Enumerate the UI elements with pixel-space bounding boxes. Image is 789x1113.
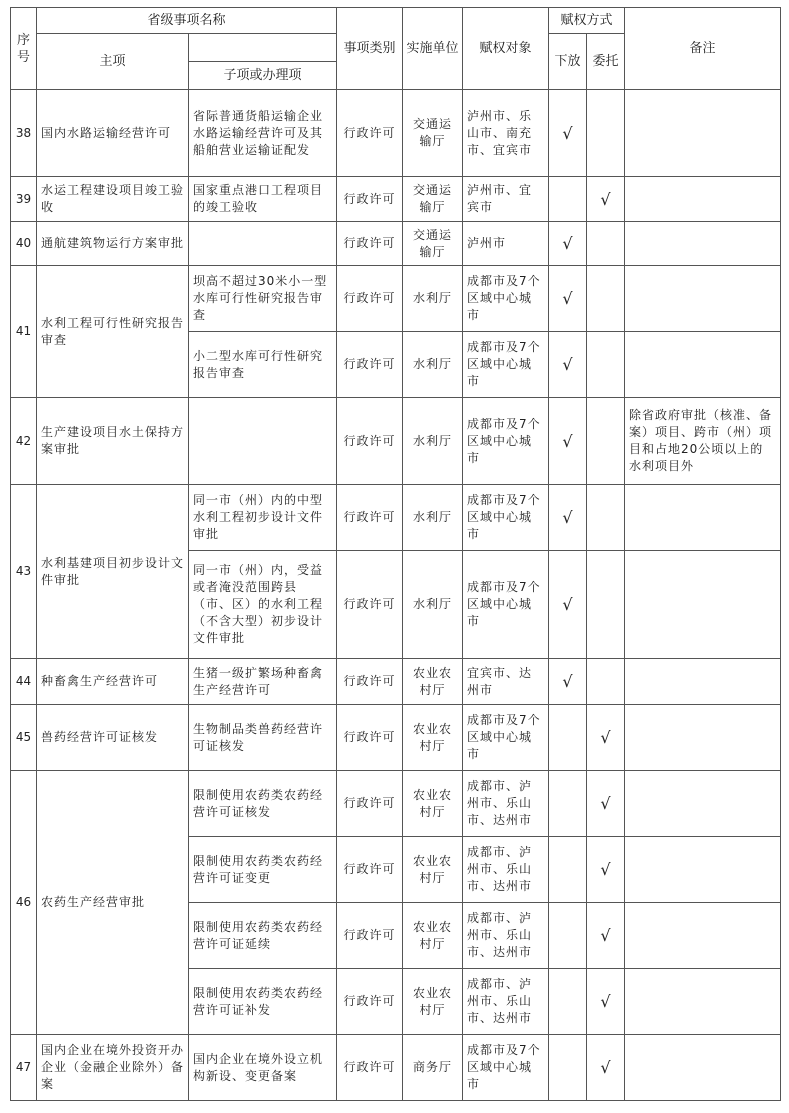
sub-item-cell <box>189 222 337 266</box>
target-cell: 成都市、泸州市、乐山市、达州市 <box>463 969 549 1035</box>
main-item-cell: 农药生产经营审批 <box>37 771 189 1035</box>
header-target: 赋权对象 <box>463 8 549 90</box>
header-sub-item: 子项或办理项 <box>189 62 337 90</box>
main-item-cell: 国内水路运输经营许可 <box>37 90 189 177</box>
entrust-check <box>587 659 625 705</box>
target-cell: 泸州市 <box>463 222 549 266</box>
category-cell: 行政许可 <box>337 90 403 177</box>
remark-cell <box>625 837 781 903</box>
unit-cell: 水利厅 <box>403 266 463 332</box>
main-item-cell: 兽药经营许可证核发 <box>37 705 189 771</box>
table-row <box>11 705 781 771</box>
unit-cell: 农业农村厅 <box>403 659 463 705</box>
remark-cell <box>625 771 781 837</box>
sub-item-cell: 省际普通货船运输企业水路运输经营许可及其船舶营业运输证配发 <box>189 90 337 177</box>
category-cell: 行政许可 <box>337 771 403 837</box>
category-cell: 行政许可 <box>337 705 403 771</box>
sub-item-cell: 限制使用农药类农药经营许可证核发 <box>189 771 337 837</box>
category-cell: 行政许可 <box>337 903 403 969</box>
delegate-down-check <box>549 177 587 222</box>
entrust-check: √ <box>587 177 625 222</box>
header-main-item: 主项 <box>37 34 189 90</box>
delegate-down-check <box>549 969 587 1035</box>
sub-item-cell: 同一市（州）内，受益或者淹没范围跨县（市、区）的水利工程（不含大型）初步设计文件审批 <box>189 551 337 659</box>
header-seq: 序号 <box>11 8 37 90</box>
header-remark: 备注 <box>625 8 781 90</box>
target-cell: 成都市、泸州市、乐山市、达州市 <box>463 903 549 969</box>
unit-cell: 水利厅 <box>403 332 463 398</box>
entrust-check <box>587 398 625 485</box>
table-row <box>11 222 781 266</box>
entrust-check <box>587 222 625 266</box>
table-row <box>11 177 781 222</box>
delegate-down-check: √ <box>549 551 587 659</box>
main-item-cell: 生产建设项目水土保持方案审批 <box>37 398 189 485</box>
table-row <box>11 485 781 551</box>
sub-item-cell: 限制使用农药类农药经营许可证变更 <box>189 837 337 903</box>
main-item-cell: 种畜禽生产经营许可 <box>37 659 189 705</box>
target-cell: 成都市及7个区域中心城市 <box>463 332 549 398</box>
sub-item-cell: 国内企业在境外设立机构新设、变更备案 <box>189 1035 337 1101</box>
main-item-cell: 水利工程可行性研究报告审查 <box>37 266 189 398</box>
target-cell: 成都市及7个区域中心城市 <box>463 485 549 551</box>
remark-cell <box>625 266 781 332</box>
row-number: 46 <box>11 771 37 1035</box>
remark-cell <box>625 1035 781 1101</box>
entrust-check: √ <box>587 771 625 837</box>
unit-cell: 农业农村厅 <box>403 837 463 903</box>
entrust-check <box>587 485 625 551</box>
sub-item-cell: 限制使用农药类农药经营许可证延续 <box>189 903 337 969</box>
main-item-cell: 通航建筑物运行方案审批 <box>37 222 189 266</box>
unit-cell: 交通运输厅 <box>403 177 463 222</box>
category-cell: 行政许可 <box>337 837 403 903</box>
remark-cell: 除省政府审批（核准、备案）项目、跨市（州）项目和占地20公顷以上的水利项目外 <box>625 398 781 485</box>
delegate-down-check <box>549 903 587 969</box>
table-row <box>11 90 781 177</box>
header-item-name: 省级事项名称 <box>37 8 337 34</box>
row-number: 40 <box>11 222 37 266</box>
entrust-check: √ <box>587 903 625 969</box>
sub-item-cell: 坝高不超过30米小一型水库可行性研究报告审查 <box>189 266 337 332</box>
category-cell: 行政许可 <box>337 551 403 659</box>
remark-cell <box>625 551 781 659</box>
unit-cell: 农业农村厅 <box>403 771 463 837</box>
delegate-down-check <box>549 705 587 771</box>
sub-item-cell: 同一市（州）内的中型水利工程初步设计文件审批 <box>189 485 337 551</box>
unit-cell: 水利厅 <box>403 551 463 659</box>
row-number: 43 <box>11 485 37 659</box>
row-number: 41 <box>11 266 37 398</box>
remark-cell <box>625 705 781 771</box>
remark-cell <box>625 177 781 222</box>
delegate-down-check: √ <box>549 90 587 177</box>
header-category: 事项类别 <box>337 8 403 90</box>
target-cell: 泸州市、乐山市、南充市、宜宾市 <box>463 90 549 177</box>
unit-cell: 交通运输厅 <box>403 90 463 177</box>
main-item-cell: 国内企业在境外投资开办企业（金融企业除外）备案 <box>37 1035 189 1101</box>
remark-cell <box>625 969 781 1035</box>
table-row <box>11 771 781 837</box>
entrust-check <box>587 332 625 398</box>
delegate-down-check: √ <box>549 485 587 551</box>
remark-cell <box>625 659 781 705</box>
category-cell: 行政许可 <box>337 485 403 551</box>
sub-item-cell: 限制使用农药类农药经营许可证补发 <box>189 969 337 1035</box>
target-cell: 泸州市、宜宾市 <box>463 177 549 222</box>
row-number: 39 <box>11 177 37 222</box>
category-cell: 行政许可 <box>337 398 403 485</box>
table-row <box>11 266 781 332</box>
unit-cell: 农业农村厅 <box>403 969 463 1035</box>
entrust-check <box>587 551 625 659</box>
table-row <box>11 398 781 485</box>
delegate-down-check <box>549 771 587 837</box>
category-cell: 行政许可 <box>337 332 403 398</box>
target-cell: 成都市及7个区域中心城市 <box>463 705 549 771</box>
header-entrust: 委托 <box>587 34 625 90</box>
row-number: 38 <box>11 90 37 177</box>
entrust-check <box>587 90 625 177</box>
target-cell: 成都市及7个区域中心城市 <box>463 1035 549 1101</box>
delegate-down-check: √ <box>549 659 587 705</box>
remark-cell <box>625 485 781 551</box>
category-cell: 行政许可 <box>337 969 403 1035</box>
category-cell: 行政许可 <box>337 266 403 332</box>
delegate-down-check: √ <box>549 398 587 485</box>
row-number: 44 <box>11 659 37 705</box>
target-cell: 宜宾市、达州市 <box>463 659 549 705</box>
remark-cell <box>625 332 781 398</box>
table-row <box>11 1035 781 1101</box>
target-cell: 成都市及7个区域中心城市 <box>463 551 549 659</box>
table-row <box>11 659 781 705</box>
unit-cell: 农业农村厅 <box>403 705 463 771</box>
delegation-table <box>10 7 781 1101</box>
remark-cell <box>625 90 781 177</box>
target-cell: 成都市及7个区域中心城市 <box>463 398 549 485</box>
unit-cell: 水利厅 <box>403 485 463 551</box>
target-cell: 成都市及7个区域中心城市 <box>463 266 549 332</box>
category-cell: 行政许可 <box>337 177 403 222</box>
entrust-check: √ <box>587 705 625 771</box>
delegate-down-check: √ <box>549 332 587 398</box>
entrust-check: √ <box>587 837 625 903</box>
remark-cell <box>625 903 781 969</box>
entrust-check: √ <box>587 1035 625 1101</box>
category-cell: 行政许可 <box>337 659 403 705</box>
sub-item-cell <box>189 398 337 485</box>
main-item-cell: 水利基建项目初步设计文件审批 <box>37 485 189 659</box>
category-cell: 行政许可 <box>337 1035 403 1101</box>
target-cell: 成都市、泸州市、乐山市、达州市 <box>463 771 549 837</box>
main-item-cell: 水运工程建设项目竣工验收 <box>37 177 189 222</box>
row-number: 45 <box>11 705 37 771</box>
sub-item-cell: 小二型水库可行性研究报告审查 <box>189 332 337 398</box>
header-delegate-down: 下放 <box>549 34 587 90</box>
delegate-down-check: √ <box>549 266 587 332</box>
sub-item-cell: 生猪一级扩繁场种畜禽生产经营许可 <box>189 659 337 705</box>
delegate-down-check <box>549 1035 587 1101</box>
delegate-down-check <box>549 837 587 903</box>
unit-cell: 交通运输厅 <box>403 222 463 266</box>
header-unit: 实施单位 <box>403 8 463 90</box>
row-number: 47 <box>11 1035 37 1101</box>
remark-cell <box>625 222 781 266</box>
unit-cell: 商务厅 <box>403 1035 463 1101</box>
header-mode: 赋权方式 <box>549 8 625 34</box>
delegate-down-check: √ <box>549 222 587 266</box>
sub-item-cell: 生物制品类兽药经营许可证核发 <box>189 705 337 771</box>
entrust-check: √ <box>587 969 625 1035</box>
entrust-check <box>587 266 625 332</box>
category-cell: 行政许可 <box>337 222 403 266</box>
sub-item-cell: 国家重点港口工程项目的竣工验收 <box>189 177 337 222</box>
row-number: 42 <box>11 398 37 485</box>
target-cell: 成都市、泸州市、乐山市、达州市 <box>463 837 549 903</box>
unit-cell: 农业农村厅 <box>403 903 463 969</box>
unit-cell: 水利厅 <box>403 398 463 485</box>
